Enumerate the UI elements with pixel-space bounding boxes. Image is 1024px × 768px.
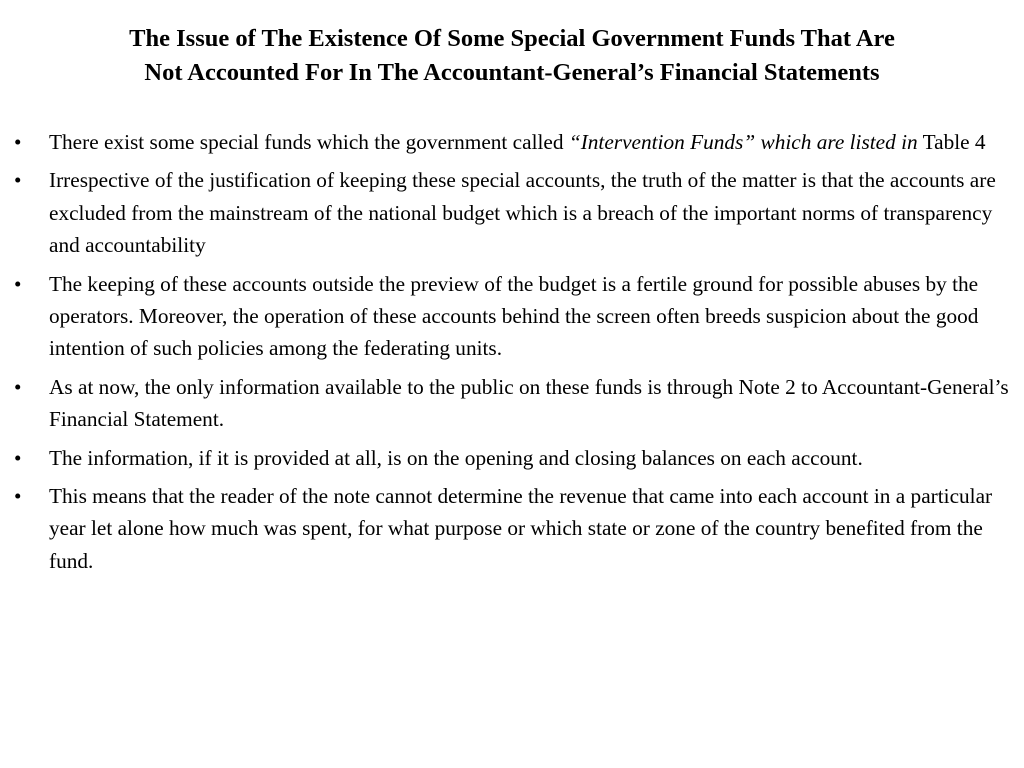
bullet-item-justification xyxy=(0,164,1010,261)
bullet-item-public-information xyxy=(0,371,1010,436)
bullet-text: The information, if it is provided at all, is on the opening and closing balances on each account. xyxy=(49,445,863,470)
bullet-list xyxy=(0,126,1010,583)
slide-title xyxy=(40,22,984,90)
bullet-item-reader-cannot-determine xyxy=(0,480,1010,577)
bullet-text-italic: “Intervention Funds” which are listed in xyxy=(568,130,918,154)
bullet-dot: • xyxy=(14,271,22,296)
bullet-text: The keeping of these accounts outside the preview of the budget is a fertile ground for possible abuses by the operators. Moreover, the operation of these accounts behind the screen often breeds suspicion about the good intention of such policies among the federating units. xyxy=(49,271,979,361)
bullet-item-intervention-funds xyxy=(0,126,1010,158)
slide-title-line-2: Not Accounted For In The Accountant-General’s Financial Statements xyxy=(144,59,880,86)
bullet-dot: • xyxy=(14,374,22,399)
bullet-item-abuses xyxy=(0,268,1010,365)
bullet-dot: • xyxy=(14,484,22,509)
bullet-dot: • xyxy=(14,130,22,154)
slide-title-line-1: The Issue of The Existence Of Some Special Government Funds That Are xyxy=(129,25,895,52)
bullet-text xyxy=(49,130,986,154)
bullet-dot: • xyxy=(14,445,22,470)
bullet-text: As at now, the only information available to the public on these funds is through Note 2 to Accountant-General’s Financial Statement. xyxy=(49,374,1009,432)
bullet-text-part: There exist some special funds which the government called xyxy=(49,130,569,154)
bullet-item-balances xyxy=(0,442,1010,474)
bullet-dot: • xyxy=(14,168,22,193)
bullet-text-part: Table 4 xyxy=(917,130,986,154)
bullet-text: Irrespective of the justification of keeping these special accounts, the truth of the matter is that the accounts are excluded from the mainstream of the national budget which is a breach of the important norms of transparency and accountability xyxy=(49,168,996,258)
bullet-text: This means that the reader of the note cannot determine the revenue that came into each account in a particular year let alone how much was spent, for what purpose or which state or zone of the country benefited from the fund. xyxy=(49,484,993,573)
